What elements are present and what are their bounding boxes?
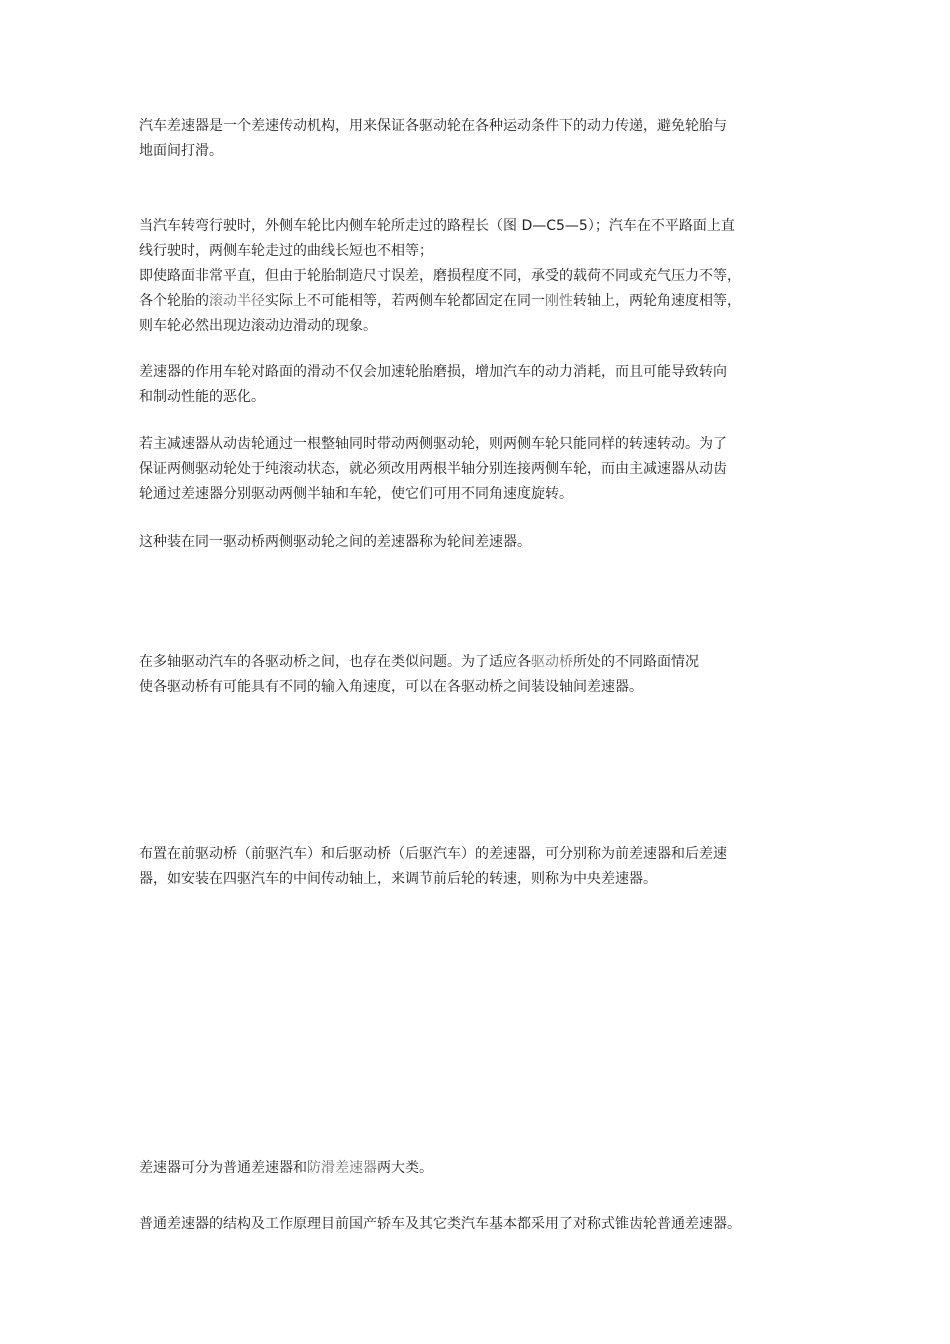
text-segment: 在多轴驱动汽车的各驱动桥之间，也存在类似问题。为了适应各 bbox=[139, 654, 531, 670]
text-segment: 两大类。 bbox=[377, 1160, 433, 1176]
text-line: 器，如安装在四驱汽车的中间传动轴上，来调节前后轮的转速，则称为中央差速器。 bbox=[139, 871, 657, 887]
text-line: 汽车差速器是一个差速传动机构，用来保证各驱动轮在各种运动条件下的动力传递，避免轮胎与 bbox=[139, 118, 727, 134]
text-line: 布置在前驱动桥（前驱汽车）和后驱动桥（后驱汽车）的差速器，可分别称为前差速器和后差速 bbox=[139, 846, 727, 862]
paragraph-half-shaft bbox=[139, 432, 824, 507]
text-line: 若主减速器从动齿轮通过一根整轴同时带动两侧驱动轮，则两侧车轮只能同样的转速转动。为了 bbox=[139, 436, 727, 452]
link-limited-slip-differential[interactable]: 防滑差速器 bbox=[307, 1160, 377, 1176]
paragraph-intro bbox=[139, 114, 824, 164]
text-line: 当汽车转弯行驶时，外侧车轮比内侧车轮所走过的路程长（图 D—C5—5）；汽车在不平路面上直 bbox=[139, 218, 735, 234]
text-line: 普通差速器的结构及工作原理目前国产轿车及其它类汽车基本都采用了对称式锥齿轮普通差速器。 bbox=[139, 1216, 741, 1232]
text-segment: 各个轮胎的 bbox=[139, 293, 209, 309]
text-segment: 转轴上，两轮角速度相等， bbox=[573, 293, 741, 309]
paragraph-inter-wheel bbox=[139, 530, 824, 555]
link-drive-axle[interactable]: 驱动桥 bbox=[531, 654, 573, 670]
text-line: 即使路面非常平直，但由于轮胎制造尺寸误差，磨损程度不同，承受的载荷不同或充气压力不等， bbox=[139, 268, 741, 284]
paragraph-front-rear-center bbox=[139, 842, 824, 892]
text-segment: 所处的不同路面情况 bbox=[573, 654, 699, 670]
text-line: 这种装在同一驱动桥两侧驱动轮之间的差速器称为轮间差速器。 bbox=[139, 534, 531, 550]
text-line bbox=[139, 289, 824, 314]
text-line bbox=[139, 650, 824, 675]
text-line: 和制动性能的恶化。 bbox=[139, 389, 265, 405]
text-line: 差速器的作用车轮对路面的滑动不仅会加速轮胎磨损，增加汽车的动力消耗，而且可能导致转向 bbox=[139, 364, 727, 380]
text-segment: 实际上不可能相等，若两侧车轮都固定在同一 bbox=[265, 293, 545, 309]
text-line: 轮通过差速器分别驱动两侧半轴和车轮，使它们可用不同角速度旋转。 bbox=[139, 486, 573, 502]
paragraph-classification bbox=[139, 1156, 824, 1181]
text-line: 则车轮必然出现边滚动边滑动的现象。 bbox=[139, 318, 377, 334]
paragraph-structure bbox=[139, 1212, 829, 1237]
paragraph-inter-axle bbox=[139, 650, 824, 700]
link-rolling-radius[interactable]: 滚动半径 bbox=[209, 293, 265, 309]
text-line: 使各驱动桥有可能具有不同的输入角速度，可以在各驱动桥之间装设轴间差速器。 bbox=[139, 679, 643, 695]
text-line bbox=[139, 1156, 824, 1181]
text-line: 线行驶时，两侧车轮走过的曲线长短也不相等； bbox=[139, 243, 433, 259]
paragraph-function bbox=[139, 360, 824, 410]
text-line: 地面间打滑。 bbox=[139, 143, 223, 159]
paragraph-turning bbox=[139, 214, 824, 339]
link-rigidity[interactable]: 刚性 bbox=[545, 293, 573, 309]
text-line: 保证两侧驱动轮处于纯滚动状态，就必须改用两根半轴分别连接两侧车轮，而由主减速器从动齿 bbox=[139, 461, 727, 477]
text-segment: 差速器可分为普通差速器和 bbox=[139, 1160, 307, 1176]
